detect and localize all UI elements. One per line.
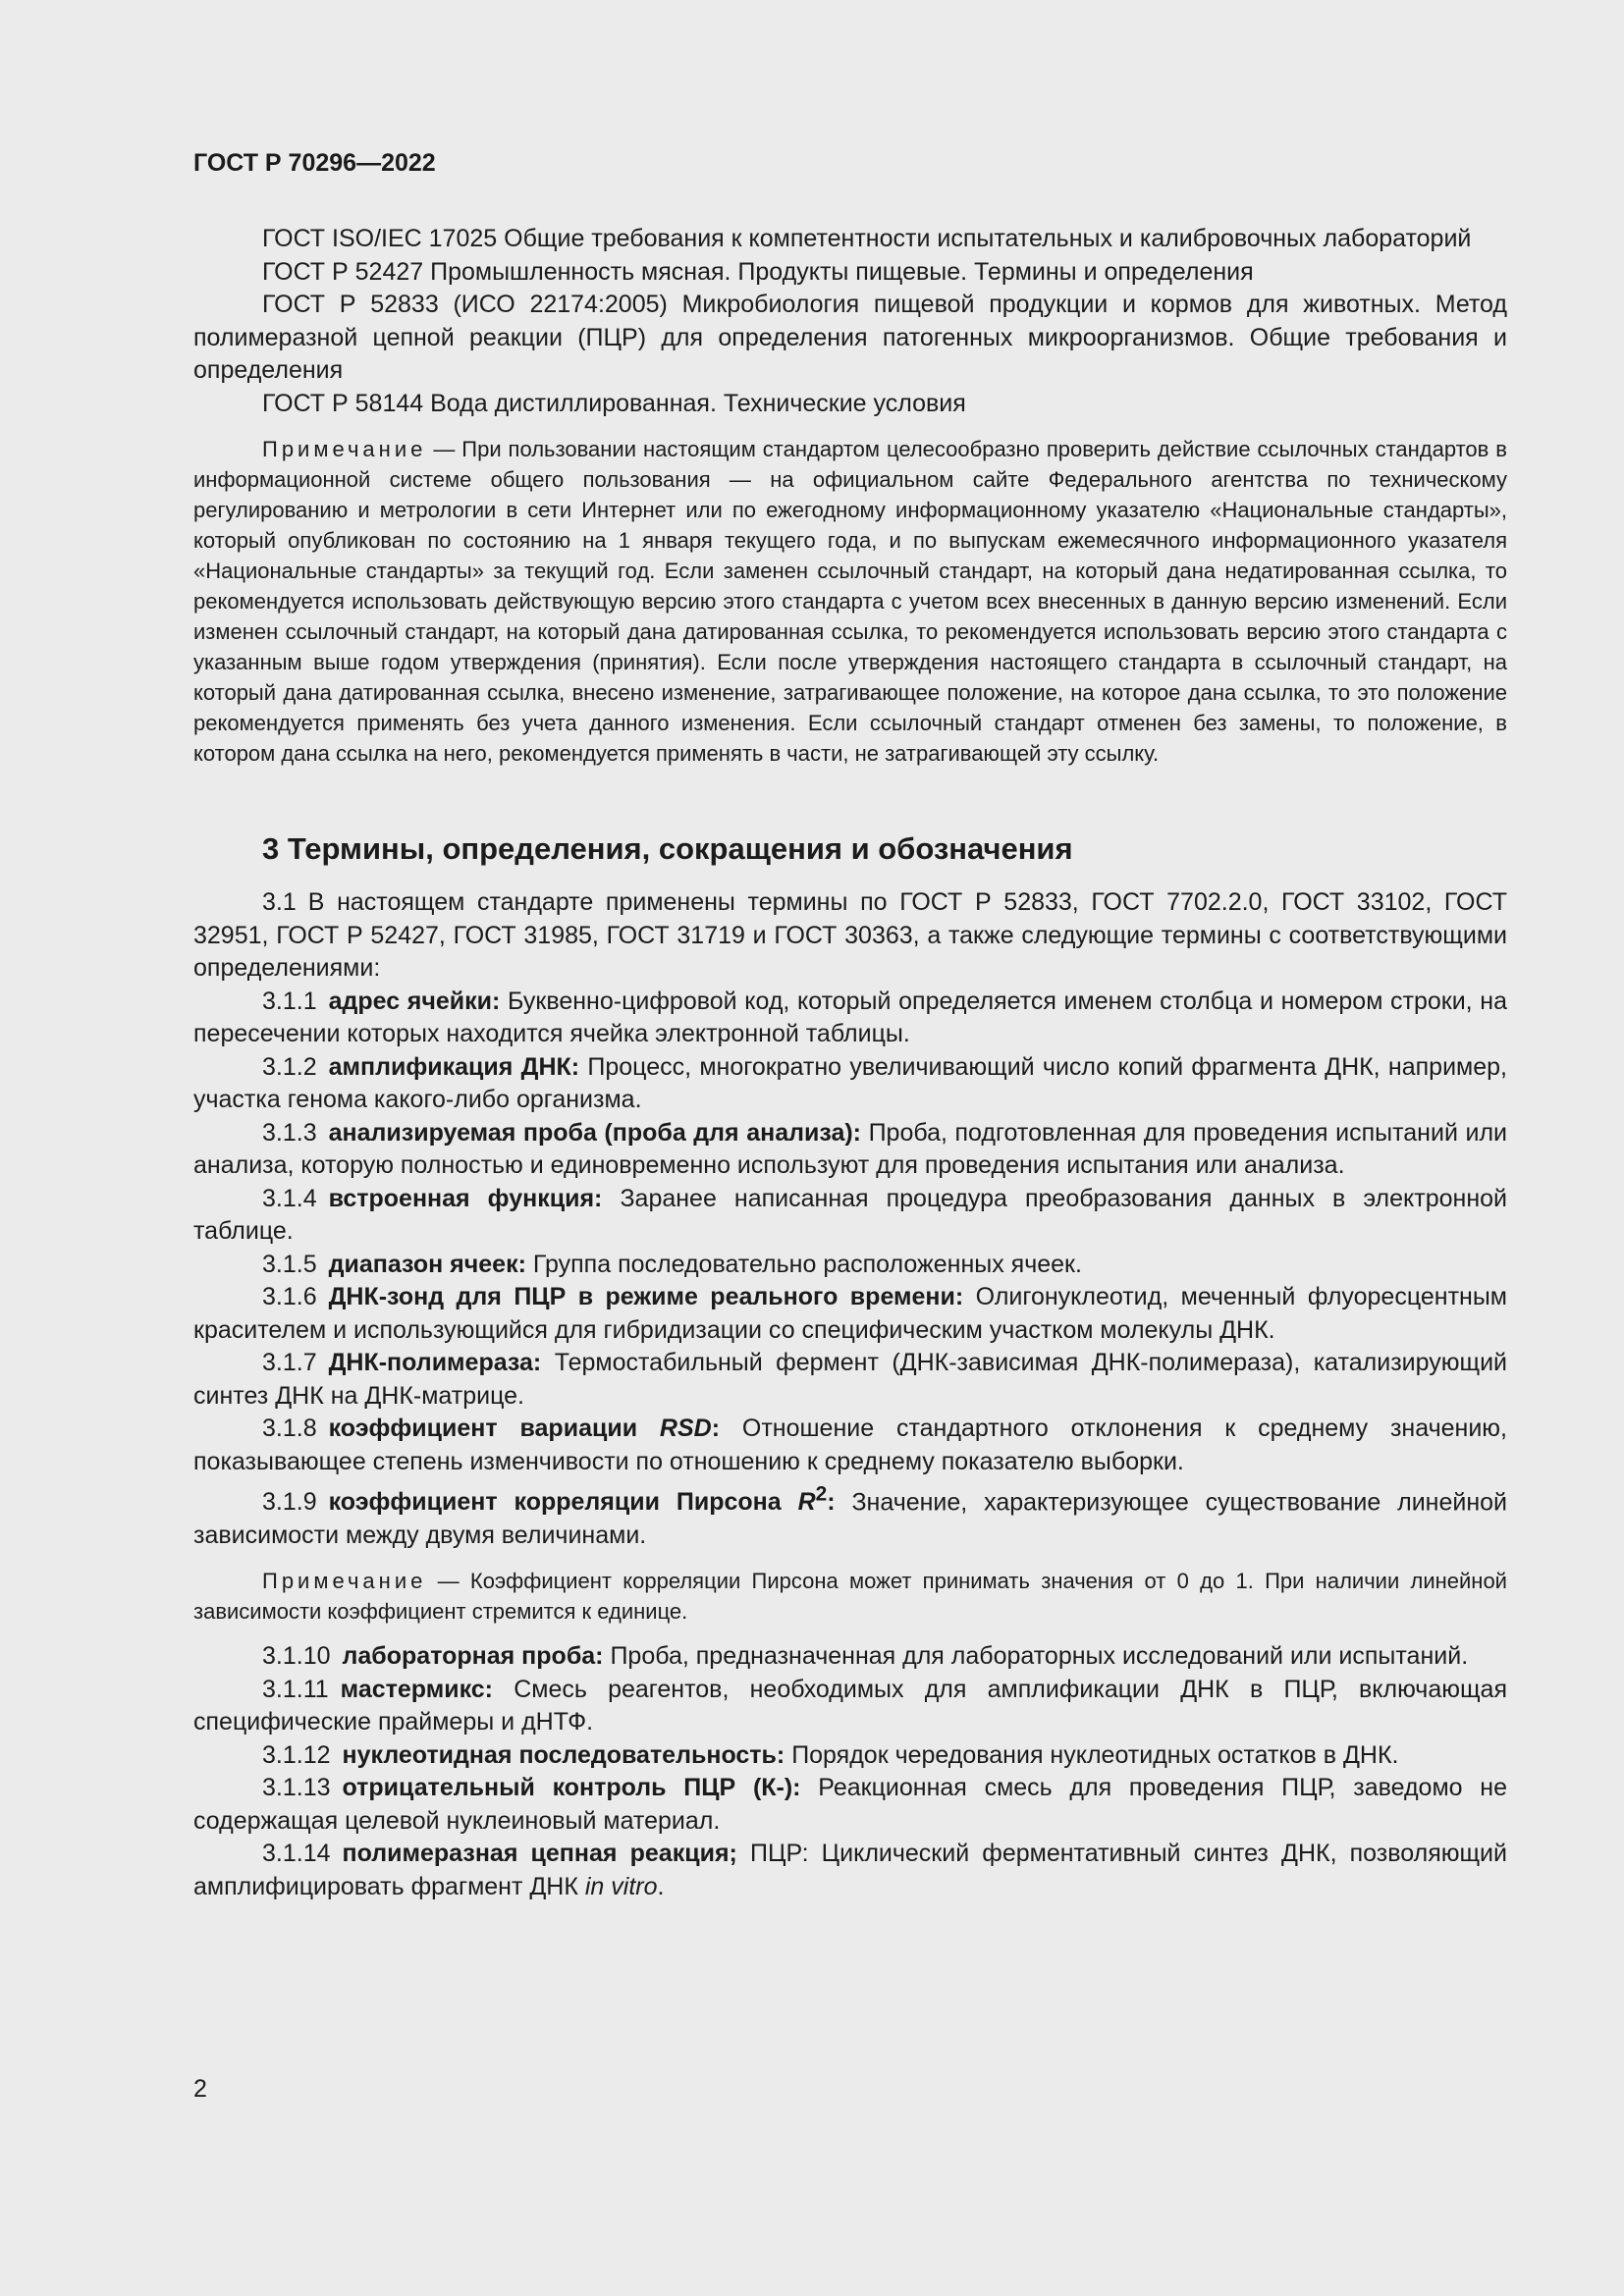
term-name: отрицательный контроль ПЦР (К-): bbox=[342, 1774, 801, 1802]
term-number: 3.1.10 bbox=[262, 1642, 331, 1671]
note-paragraph bbox=[193, 1566, 1507, 1627]
term-entry bbox=[193, 1117, 1507, 1183]
term-name bbox=[328, 1483, 836, 1517]
term-number: 3.1.3 bbox=[262, 1118, 317, 1147]
term-name: амплификация ДНК: bbox=[328, 1052, 580, 1081]
reference-item bbox=[193, 223, 1507, 256]
term-entry bbox=[193, 1051, 1507, 1117]
note-paragraph bbox=[193, 434, 1507, 769]
term-entry bbox=[193, 1674, 1507, 1739]
reference-item bbox=[193, 289, 1507, 388]
term-colon: : bbox=[711, 1415, 721, 1442]
term-number: 3.1.13 bbox=[262, 1774, 331, 1802]
term-symbol: R bbox=[797, 1488, 816, 1517]
clause-number: 3.1 bbox=[262, 888, 297, 916]
intro-text: В настоящем стандарте применены термины по ГОСТ Р 52833, ГОСТ 7702.2.0, ГОСТ 33102, ГОСТ 32951, ГОСТ Р 52427, ГОСТ 31985, ГОСТ 31719 и ГОСТ 30363, а также следующие термины с соответствующими определениями: bbox=[193, 888, 1507, 982]
note-text: — Коэффициент корреляции Пирсона может принимать значения от 0 до 1. При наличии линейной зависимости коэффициент стремится к единице. bbox=[193, 1569, 1507, 1625]
normative-references bbox=[193, 223, 1507, 420]
term-entry bbox=[193, 1739, 1507, 1773]
term-name: нуклеотидная последовательность: bbox=[342, 1740, 785, 1769]
term-number: 3.1.12 bbox=[262, 1740, 331, 1769]
reference-title: Вода дистиллированная. Технические условия bbox=[430, 389, 966, 417]
term-name-text: коэффициент корреляции Пирсона bbox=[328, 1488, 782, 1517]
term-entry bbox=[193, 1249, 1507, 1282]
term-entry bbox=[193, 1478, 1507, 1552]
term-definition: Реакционная смесь для проведения ПЦР, заведомо не содержащая целевой нуклеиновый материал. bbox=[193, 1774, 1507, 1835]
reference-title: Микробиология пищевой продукции и кормов для животных. Метод полимеразной цепной реакции (ПЦР) для определения патогенных микроорганизмов. Общие требования и определения bbox=[193, 291, 1507, 384]
term-definition: Проба, предназначенная для лабораторных исследований или испытаний. bbox=[610, 1642, 1469, 1671]
section-title: Термины, определения, сокращения и обозначения bbox=[287, 831, 1073, 866]
reference-title: Общие требования к компетентности испытательных и калибровочных лабораторий bbox=[504, 225, 1472, 252]
term-number: 3.1.4 bbox=[262, 1184, 317, 1212]
term-definition: Группа последовательно расположенных ячеек. bbox=[532, 1250, 1082, 1278]
note-text: — При пользовании настоящим стандартом целесообразно проверить действие ссылочных стандартов в информационной системе общего пользования — на официальном сайте Федерального агентства по техническому регулированию и метрологии в сети Интернет или по ежегодному информационному указателю «Национальные стандарты», который опубликован по состоянию на 1 января текущего года, и по выпускам ежемесячного информационного указателя «Национальные стандарты» за текущий год. Если заменен ссылочный стандарт, на который дана недатированная ссылка, то рекомендуется использовать действующую версию этого стандарта с учетом всех внесенных в данную версию изменений. Если изменен ссылочный стандарт, на который дана датированная ссылка, то рекомендуется использовать версию этого стандарта с указанным выше годом утверждения (принятия). Если после утверждения настоящего стандарта в ссылочный стандарт, на который дана датированная ссылка, внесено изменение, затрагивающее положение, на которое дана ссылка, то это положение рекомендуется применять без учета данного изменения. Если ссылочный стандарт отменен без замены, то положение, в котором дана ссылка на него, рекомендуется применять в части, не затрагивающей эту ссылку. bbox=[193, 437, 1507, 766]
term-definition: Буквенно-цифровой код, который определяется именем столбца и номером строки, на пересечении которых находится ячейка электронной таблицы. bbox=[193, 987, 1507, 1047]
term-number: 3.1.5 bbox=[262, 1250, 317, 1278]
term-definition-italic: in vitro bbox=[584, 1872, 658, 1900]
references-note bbox=[193, 434, 1507, 769]
term-number: 3.1.11 bbox=[262, 1675, 329, 1703]
term-number: 3.1.7 bbox=[262, 1349, 317, 1376]
term-name: лабораторная проба: bbox=[342, 1642, 604, 1671]
reference-code: ГОСТ ISO/IEC 17025 bbox=[262, 225, 498, 252]
reference-title: Промышленность мясная. Продукты пищевые. Термины и определения bbox=[430, 257, 1254, 286]
term-name: ДНК-зонд для ПЦР в режиме реального времени: bbox=[328, 1283, 964, 1310]
reference-item bbox=[193, 388, 1507, 421]
term-name: диапазон ячеек: bbox=[328, 1250, 526, 1278]
term-entry bbox=[193, 1413, 1507, 1478]
terms-list bbox=[193, 986, 1507, 1553]
reference-code: ГОСТ Р 52833 (ИСО 22174:2005) bbox=[262, 291, 668, 318]
term-name: анализируемая проба (проба для анализа): bbox=[328, 1118, 862, 1147]
page-number: 2 bbox=[193, 2075, 207, 2103]
term-number: 3.1.9 bbox=[262, 1488, 317, 1517]
term-number: 3.1.8 bbox=[262, 1415, 317, 1442]
note-label: Примечание bbox=[262, 1569, 427, 1594]
note-label: Примечание bbox=[262, 437, 427, 461]
pearson-note bbox=[193, 1566, 1507, 1627]
section-heading bbox=[262, 829, 1507, 869]
term-name: адрес ячейки: bbox=[328, 987, 501, 1015]
section-number: 3 bbox=[262, 831, 280, 866]
term-name-text: коэффициент вариации bbox=[328, 1415, 638, 1442]
term-definition: Термостабильный фермент (ДНК-зависимая ДНК-полимераза), катализирующий синтез ДНК на ДНК-матрице. bbox=[193, 1349, 1507, 1410]
terms-list-continued bbox=[193, 1640, 1507, 1903]
term-entry bbox=[193, 1838, 1507, 1903]
term-name: мастермикс: bbox=[340, 1675, 493, 1703]
term-definition: Смесь реагентов, необходимых для амплификации ДНК в ПЦР, включающая специфические праймеры и дНТФ. bbox=[193, 1675, 1507, 1736]
term-definition-text: ПЦР: Циклический ферментативный синтез ДНК, позволяющий амплифицировать фрагмент ДНК bbox=[193, 1840, 1507, 1900]
terms-intro bbox=[193, 886, 1507, 986]
term-name: полимеразная цепная реакция; bbox=[342, 1840, 737, 1868]
term-definition: Порядок чередования нуклеотидных остатков в ДНК. bbox=[791, 1740, 1399, 1769]
reference-code: ГОСТ Р 58144 bbox=[262, 389, 424, 417]
term-definition-end: . bbox=[657, 1872, 665, 1900]
reference-code: ГОСТ Р 52427 bbox=[262, 257, 424, 286]
term-entry bbox=[193, 1640, 1507, 1674]
document-header: ГОСТ Р 70296—2022 bbox=[193, 149, 436, 177]
term-definition: Олигонуклеотид, меченный флуоресцентным красителем и использующийся для гибридизации со специфическим участком молекулы ДНК. bbox=[193, 1283, 1507, 1344]
reference-item bbox=[193, 256, 1507, 290]
term-name: ДНК-полимераза: bbox=[328, 1349, 542, 1376]
term-definition: Отношение стандартного отклонения к среднему значению, показывающее степень изменчивости по отношению к среднему показателю выборки. bbox=[193, 1415, 1507, 1475]
term-number: 3.1.2 bbox=[262, 1052, 317, 1081]
term-colon: : bbox=[827, 1488, 836, 1517]
term-entry bbox=[193, 1347, 1507, 1413]
term-definition: Значение, характеризующее существование линейной зависимости между двумя величинами. bbox=[193, 1488, 1508, 1549]
term-entry bbox=[193, 1281, 1507, 1347]
term-name bbox=[329, 1415, 720, 1442]
term-definition: Заранее написанная процедура преобразования данных в электронной таблице. bbox=[193, 1184, 1507, 1245]
term-entry bbox=[193, 1183, 1507, 1249]
term-number: 3.1.6 bbox=[262, 1283, 317, 1310]
term-number: 3.1.14 bbox=[262, 1840, 331, 1868]
term-entry bbox=[193, 986, 1507, 1051]
term-name: встроенная функция: bbox=[328, 1184, 603, 1212]
term-number: 3.1.1 bbox=[262, 987, 317, 1015]
term-entry bbox=[193, 1772, 1507, 1838]
term-symbol: RSD bbox=[659, 1415, 712, 1442]
term-superscript: 2 bbox=[815, 1483, 828, 1506]
term-definition: Проба, подготовленная для проведения испытаний или анализа, которую полностью и единовременно используют для проведения испытания или анализа. bbox=[193, 1118, 1507, 1179]
term-definition: Процесс, многократно увеличивающий число копий фрагмента ДНК, например, участка генома какого-либо организма. bbox=[193, 1052, 1507, 1113]
